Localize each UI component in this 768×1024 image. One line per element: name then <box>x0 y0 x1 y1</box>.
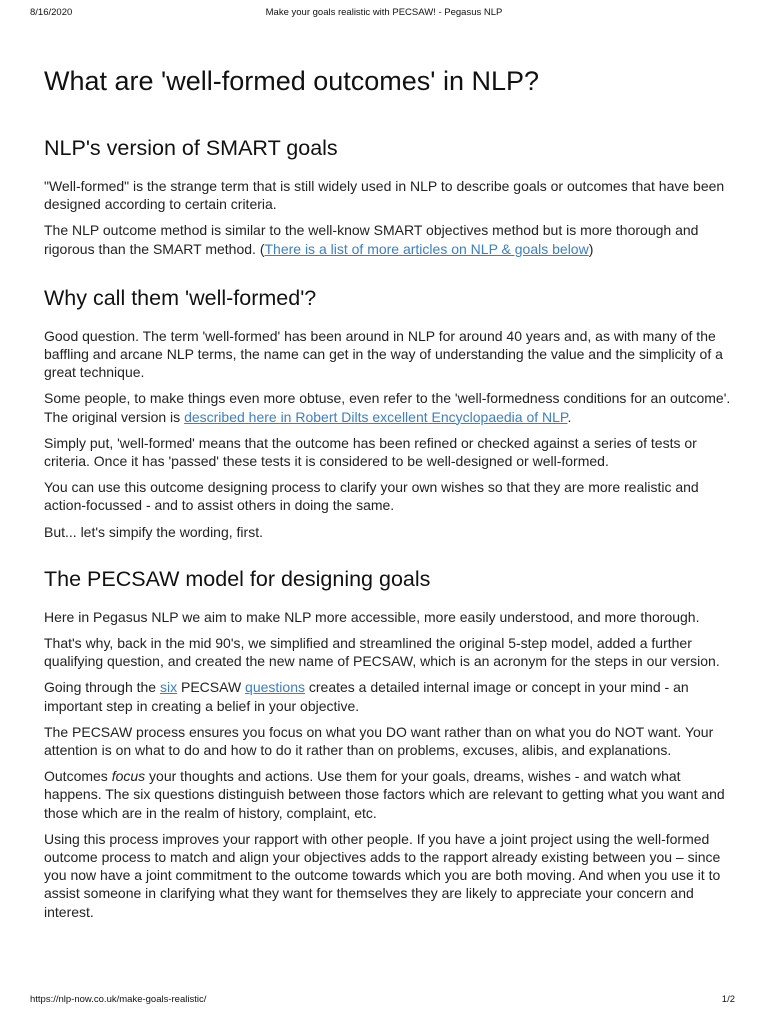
paragraph <box>44 767 734 822</box>
page-title: What are 'well-formed outcomes' in NLP? <box>44 66 540 96</box>
text-span: PECSAW <box>177 679 246 696</box>
text-span: Some people, to make things even more obtuse, even refer to the 'well-formedness conditions for an outcome'. The original version is <box>44 390 731 425</box>
paragraph: Simply put, 'well-formed' means that the outcome has been refined or checked against a series of tests or criteria. Once it has 'passed' these tests it is considered to be well-designed or well-formed. <box>44 434 697 470</box>
paragraph: You can use this outcome designing process to clarify your own wishes so that they are more realistic and action-focussed - and to assist others in doing the same. <box>44 479 699 514</box>
text-span: your thoughts and actions. Use them for your goals, dreams, wishes - and watch what happens. The six questions distinguish between those factors which are relevant to getting what you want and those which are in the realm of history, complaint, etc. <box>44 768 725 821</box>
text-span: creates a detailed internal image or concept in your mind - an important step in creating a belief in your objective. <box>44 679 689 714</box>
text-span: The NLP outcome method is similar to the well-know SMART objectives method but is more thorough and rigorous than the SMART method. ( <box>44 222 699 257</box>
paragraph <box>44 389 734 425</box>
emphasis-focus: focus <box>111 768 146 785</box>
article <box>44 64 734 921</box>
questions-link[interactable]: questions <box>245 679 305 696</box>
text-span: ) <box>588 240 594 257</box>
paragraph: Using this process improves your rapport with other people. If you have a joint project using the well-formed outcome process to match and align your objectives adds to the rapport already existing between you – since you now have a joint commitment to the outcome towards which you are both moving. And when you use it to assist someone in clarifying what they want for themselves they are likely to appreciate your concern and interest. <box>44 830 721 920</box>
dilts-encyclopaedia-link[interactable]: described here in Robert Dilts excellent Encyclopaedia of NLP <box>184 408 568 425</box>
print-url: https://nlp-now.co.uk/make-goals-realistic/ <box>30 994 207 1005</box>
text-span: Outcomes <box>44 768 112 785</box>
print-page-title: Make your goals realistic with PECSAW! - Pegasus NLP <box>265 7 503 18</box>
print-date: 8/16/2020 <box>30 7 73 18</box>
paragraph: Here in Pegasus NLP we aim to make NLP more accessible, more easily understood, and more thorough. <box>44 608 700 625</box>
paragraph: That's why, back in the mid 90's, we simplified and streamlined the original 5-step model, added a further qualifying question, and created the new name of PECSAW, which is an acronym for the steps in our version. <box>44 635 720 670</box>
section-heading-why: Why call them 'well-formed'? <box>44 285 317 310</box>
paragraph: But... let's simpify the wording, first. <box>44 523 263 540</box>
section-heading-pecsaw: The PECSAW model for designing goals <box>44 566 431 591</box>
paragraph: Good question. The term 'well-formed' has been around in NLP for around 40 years and, as with many of the baffling and arcane NLP terms, the name can get in the way of understanding the value and the simplicity of a great technique. <box>44 327 723 381</box>
paragraph: The PECSAW process ensures you focus on what you DO want rather than on what you do NOT want. Your attention is on what to do and how to do it rather than on problems, excuses, alibis, and explanations. <box>44 723 714 759</box>
section-heading-smart: NLP's version of SMART goals <box>44 136 338 160</box>
paragraph <box>44 678 734 714</box>
paragraph: "Well-formed" is the strange term that is still widely used in NLP to describe goals or outcomes that have been designed according to certain criteria. <box>44 178 725 213</box>
paragraph <box>44 221 734 257</box>
text-span: Going through the <box>44 679 160 696</box>
print-page-number: 1/2 <box>721 994 735 1005</box>
six-link[interactable]: six <box>159 679 178 696</box>
text-span: . <box>567 408 572 425</box>
goals-articles-link[interactable]: There is a list of more articles on NLP & goals below <box>264 240 589 257</box>
